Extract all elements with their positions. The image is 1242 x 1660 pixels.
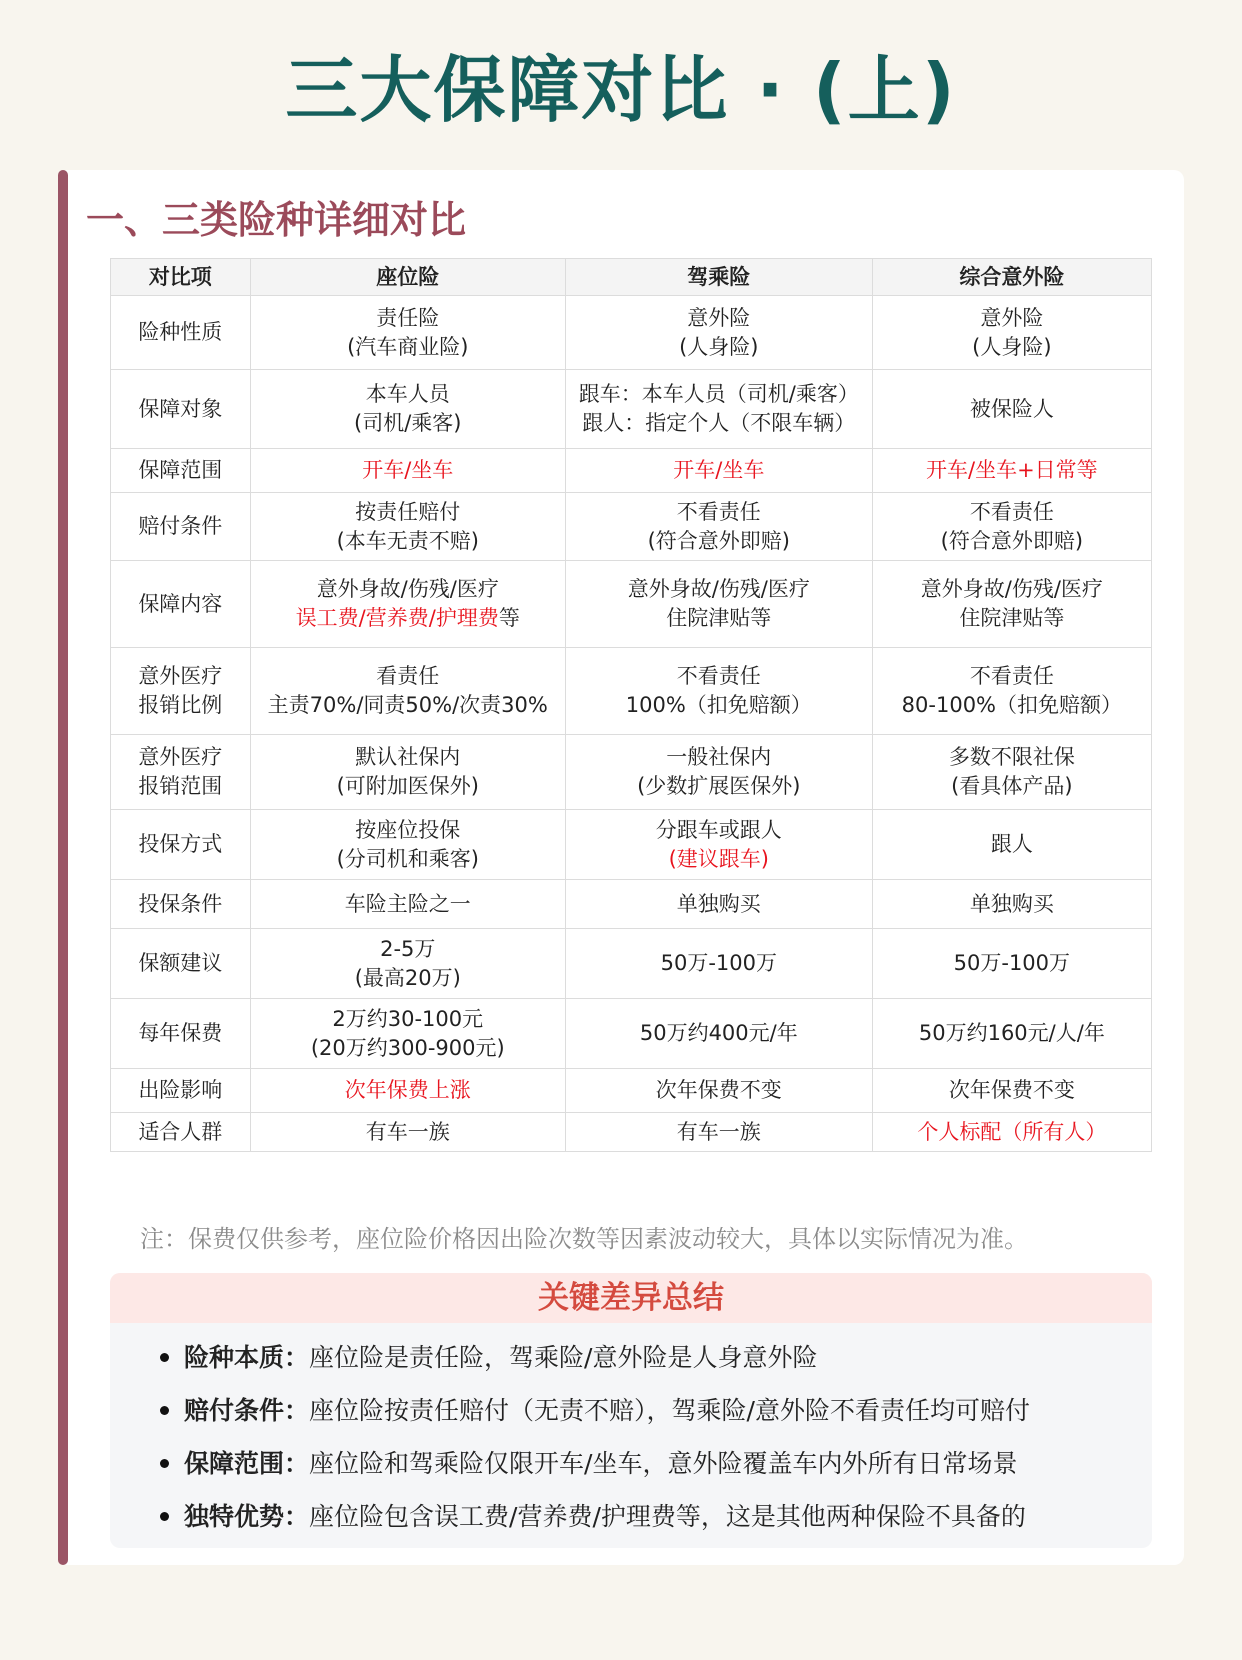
cell-text: 分跟车或跟人 xyxy=(655,817,782,842)
table-cell xyxy=(872,296,1151,370)
cell-text: 被保险人 xyxy=(969,396,1054,421)
table-cell xyxy=(250,929,565,999)
row-label xyxy=(111,810,251,880)
table-cell xyxy=(250,999,565,1069)
row-label xyxy=(111,929,251,999)
bullet-icon xyxy=(160,1512,169,1521)
cell-text: 按责任赔付 xyxy=(355,499,461,524)
table-row xyxy=(111,999,1152,1069)
table-cell xyxy=(565,1113,872,1152)
row-label-text: 意外医疗 xyxy=(138,664,223,688)
row-label-text: 意外医疗 xyxy=(138,745,223,769)
table-row xyxy=(111,296,1152,370)
cell-text: 住院津贴等 xyxy=(666,606,772,630)
row-label-text: 险种性质 xyxy=(138,320,223,344)
summary-item xyxy=(160,1437,1152,1490)
row-label-text: 保障内容 xyxy=(138,591,223,616)
cell-text: 住院津贴等 xyxy=(959,606,1065,630)
summary-item xyxy=(160,1331,1152,1384)
cell-text: 开车/坐车 xyxy=(362,458,454,482)
cell-text: 跟人 xyxy=(990,832,1033,856)
cell-text: 80-100%（扣免赔额） xyxy=(901,693,1123,717)
summary-item xyxy=(160,1384,1152,1437)
summary-key: 险种本质： xyxy=(184,1343,310,1372)
cell-text: 不看责任 xyxy=(969,499,1054,524)
header-seat-insurance: 座位险 xyxy=(250,259,565,296)
cell-text-suffix: 等 xyxy=(498,606,520,630)
cell-text: (分司机和乘客) xyxy=(336,846,479,871)
table-cell xyxy=(250,735,565,810)
row-label xyxy=(111,999,251,1069)
table-row xyxy=(111,1069,1152,1113)
row-label-text: 投保方式 xyxy=(138,832,223,856)
cell-text: 默认社保内 xyxy=(355,745,461,769)
summary-box xyxy=(110,1273,1152,1548)
cell-text: 跟人：指定个人（不限车辆） xyxy=(582,411,856,435)
table-row xyxy=(111,648,1152,735)
cell-text: (建议跟车) xyxy=(668,846,769,871)
table-cell xyxy=(250,561,565,648)
table-row xyxy=(111,929,1152,999)
table-cell xyxy=(565,296,872,370)
summary-text: 座位险按责任赔付（无责不赔），驾乘险/意外险不看责任均可赔付 xyxy=(309,1396,1030,1425)
cell-text: (看具体产品) xyxy=(951,774,1073,798)
table-cell xyxy=(565,370,872,449)
cell-text: 多数不限社保 xyxy=(948,745,1075,769)
table-cell xyxy=(565,880,872,929)
table-cell xyxy=(250,1069,565,1113)
table-cell xyxy=(565,449,872,493)
bullet-icon xyxy=(160,1353,169,1362)
table-cell xyxy=(565,929,872,999)
row-label-text: 保障范围 xyxy=(138,458,223,482)
table-cell xyxy=(250,296,565,370)
cell-text: (最高20万) xyxy=(354,965,461,990)
cell-text: (20万约300-900元) xyxy=(310,1035,505,1060)
cell-text: 50万-100万 xyxy=(953,951,1071,975)
cell-text: 100%（扣免赔额） xyxy=(625,693,812,717)
summary-item xyxy=(160,1490,1152,1543)
row-label-text: 适合人群 xyxy=(138,1119,223,1144)
row-label-text: 报销比例 xyxy=(138,693,223,717)
cell-text: 有车一族 xyxy=(365,1119,450,1144)
table-row xyxy=(111,880,1152,929)
summary-key: 保障范围： xyxy=(184,1449,310,1478)
cell-text: 按座位投保 xyxy=(355,817,461,842)
cell-text: 责任险 xyxy=(376,305,440,330)
row-label-text: 保额建议 xyxy=(138,951,223,975)
bullet-icon xyxy=(160,1459,169,1468)
cell-text: 意外险 xyxy=(687,305,751,330)
table-row xyxy=(111,370,1152,449)
cell-text: 单独购买 xyxy=(676,891,761,916)
row-label xyxy=(111,648,251,735)
cell-text: (人身险) xyxy=(679,334,759,359)
row-label-text: 保障对象 xyxy=(138,396,223,421)
cell-text: 车险主险之一 xyxy=(344,891,471,916)
summary-text: 座位险包含误工费/营养费/护理费等，这是其他两种保险不具备的 xyxy=(309,1502,1026,1531)
cell-text: 有车一族 xyxy=(676,1119,761,1144)
table-cell xyxy=(872,561,1151,648)
table-cell xyxy=(250,648,565,735)
row-label xyxy=(111,1113,251,1152)
row-label-text: 赔付条件 xyxy=(138,514,223,538)
row-label xyxy=(111,296,251,370)
table-cell xyxy=(250,810,565,880)
summary-title: 关键差异总结 xyxy=(110,1273,1152,1323)
table-cell xyxy=(565,999,872,1069)
row-label-text: 报销范围 xyxy=(138,774,223,798)
table-cell xyxy=(872,449,1151,493)
table-cell xyxy=(872,735,1151,810)
card-accent-bar xyxy=(58,170,68,1565)
table-row xyxy=(111,735,1152,810)
table-cell xyxy=(565,810,872,880)
table-header-row xyxy=(111,259,1152,296)
cell-text: 次年保费不变 xyxy=(655,1078,782,1102)
cell-text: 意外险 xyxy=(980,305,1044,330)
cell-text: 次年保费不变 xyxy=(948,1078,1075,1102)
summary-text: 座位险和驾乘险仅限开车/坐车，意外险覆盖车内外所有日常场景 xyxy=(309,1449,1018,1478)
table-row xyxy=(111,449,1152,493)
cell-text: (符合意外即赔) xyxy=(940,528,1084,553)
summary-list xyxy=(110,1323,1152,1543)
table-row xyxy=(111,493,1152,561)
header-driver-passenger-insurance: 驾乘险 xyxy=(565,259,872,296)
table-cell xyxy=(565,493,872,561)
cell-text: 开车/坐车 xyxy=(673,458,765,482)
cell-text: 意外身故/伤残/医疗 xyxy=(316,577,499,601)
row-label xyxy=(111,370,251,449)
cell-text: 50万约160元/人/年 xyxy=(918,1021,1105,1045)
page-title: 三大保障对比 · (上) xyxy=(285,48,957,132)
row-label xyxy=(111,493,251,561)
table-cell xyxy=(872,1069,1151,1113)
cell-text: 单独购买 xyxy=(969,891,1054,916)
footnote: 注：保费仅供参考，座位险价格因出险次数等因素波动较大，具体以实际情况为准。 xyxy=(140,1225,1028,1253)
table-row xyxy=(111,1113,1152,1152)
table-cell xyxy=(250,493,565,561)
summary-text: 座位险是责任险，驾乘险/意外险是人身意外险 xyxy=(309,1343,818,1372)
table-cell xyxy=(565,735,872,810)
cell-text: 个人标配（所有人） xyxy=(917,1119,1107,1144)
table-cell xyxy=(872,880,1151,929)
row-label-text: 投保条件 xyxy=(138,891,223,916)
cell-text: 不看责任 xyxy=(969,664,1054,688)
cell-text: 意外身故/伤残/医疗 xyxy=(920,577,1103,601)
table-cell xyxy=(872,999,1151,1069)
row-label-text: 每年保费 xyxy=(138,1021,223,1045)
cell-text: (司机/乘客) xyxy=(354,411,462,435)
cell-text: 不看责任 xyxy=(676,499,761,524)
cell-text: 看责任 xyxy=(376,664,440,688)
summary-key: 独特优势： xyxy=(184,1502,310,1531)
cell-text: 2万约30-100元 xyxy=(332,1006,484,1031)
row-label xyxy=(111,1069,251,1113)
cell-text: 本车人员 xyxy=(365,382,450,406)
cell-text: (人身险) xyxy=(972,334,1052,359)
cell-text: 50万-100万 xyxy=(660,951,777,975)
table-row xyxy=(111,810,1152,880)
cell-text: 次年保费上涨 xyxy=(344,1078,471,1102)
cell-text: 主责70%/同责50%/次责30% xyxy=(267,693,548,717)
cell-text: 2-5万 xyxy=(380,936,436,961)
cell-text: (可附加医保外) xyxy=(336,774,479,798)
cell-text: 50万约400元/年 xyxy=(639,1021,798,1045)
cell-text: 一般社保内 xyxy=(666,745,772,769)
table-cell xyxy=(872,648,1151,735)
row-label xyxy=(111,449,251,493)
cell-text: (本车无责不赔) xyxy=(336,528,479,553)
table-cell xyxy=(872,1113,1151,1152)
row-label xyxy=(111,735,251,810)
section-title: 一、三类险种详细对比 xyxy=(86,198,467,242)
comparison-table xyxy=(110,258,1152,1152)
cell-text: 开车/坐车+日常等 xyxy=(926,458,1098,482)
header-compare-item: 对比项 xyxy=(111,259,251,296)
table-cell xyxy=(565,648,872,735)
row-label xyxy=(111,561,251,648)
table-row xyxy=(111,561,1152,648)
header-accident-insurance: 综合意外险 xyxy=(872,259,1151,296)
row-label-text: 出险影响 xyxy=(138,1078,223,1102)
cell-text: 不看责任 xyxy=(676,664,761,688)
cell-text: (少数扩展医保外) xyxy=(637,774,801,798)
table-cell xyxy=(872,493,1151,561)
table-cell xyxy=(250,880,565,929)
cell-text: (符合意外即赔) xyxy=(647,528,790,553)
summary-key: 赔付条件： xyxy=(184,1396,310,1425)
table-cell xyxy=(565,1069,872,1113)
table-cell xyxy=(872,810,1151,880)
table-cell xyxy=(250,1113,565,1152)
table-cell xyxy=(872,929,1151,999)
cell-text: 误工费/营养费/护理费 xyxy=(295,606,499,630)
cell-text: 意外身故/伤残/医疗 xyxy=(627,577,810,601)
table-cell xyxy=(250,370,565,449)
row-label xyxy=(111,880,251,929)
table-cell xyxy=(872,370,1151,449)
cell-text: (汽车商业险) xyxy=(347,334,469,359)
table-cell xyxy=(565,561,872,648)
cell-text: 跟车：本车人员（司机/乘客） xyxy=(578,382,859,406)
table-cell xyxy=(250,449,565,493)
bullet-icon xyxy=(160,1406,169,1415)
